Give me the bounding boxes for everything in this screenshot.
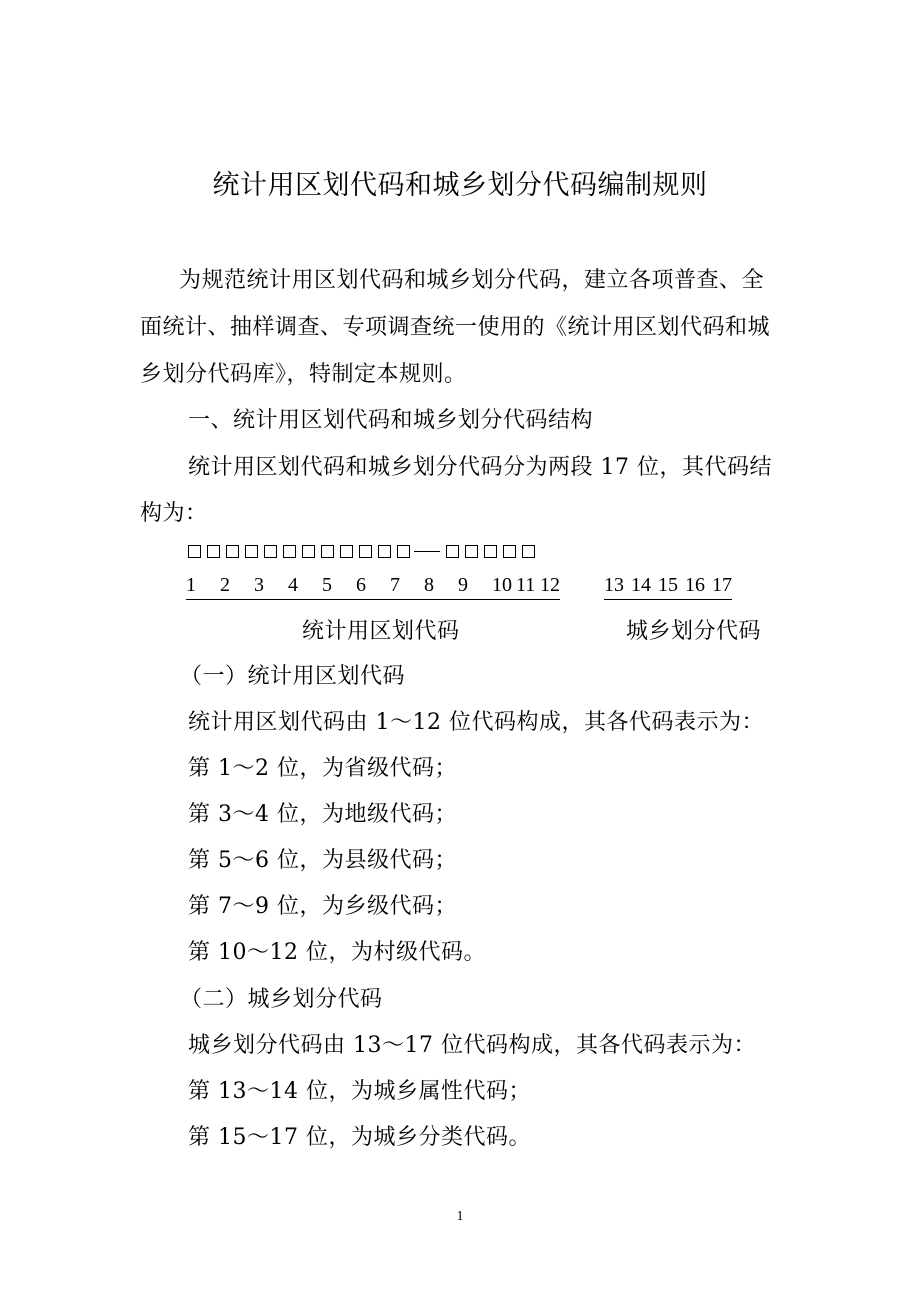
code-box bbox=[302, 545, 315, 558]
code-box bbox=[465, 545, 478, 558]
digit-label: 9 bbox=[458, 574, 468, 596]
code-box bbox=[397, 545, 410, 558]
code-box bbox=[359, 545, 372, 558]
digit-label: 11 bbox=[516, 574, 536, 596]
digit-label: 4 bbox=[288, 574, 298, 596]
subsection-1-item: 第 1～2 位，为省级代码； bbox=[188, 756, 457, 781]
code-box bbox=[321, 545, 334, 558]
digit-label: 17 bbox=[712, 574, 732, 596]
page-number: 1 bbox=[456, 1209, 464, 1224]
code-box bbox=[283, 545, 296, 558]
section-1-heading: 一、统计用区划代码和城乡划分代码结构 bbox=[188, 408, 594, 433]
digit-label: 10 bbox=[492, 574, 512, 596]
digit-label: 1 bbox=[186, 574, 196, 596]
digit-label: 12 bbox=[540, 574, 560, 596]
code-box bbox=[264, 545, 277, 558]
segment-dash bbox=[414, 551, 440, 552]
digit-label: 5 bbox=[322, 574, 332, 596]
code-box bbox=[207, 545, 220, 558]
intro-line-3: 乡划分代码库》，特制定本规则。 bbox=[140, 362, 467, 387]
digit-label: 14 bbox=[631, 574, 651, 596]
subsection-1-heading: （一）统计用区划代码 bbox=[180, 664, 406, 689]
code-box bbox=[522, 545, 535, 558]
code-box bbox=[484, 545, 497, 558]
subsection-2-item: 第 15～17 位，为城乡分类代码。 bbox=[188, 1125, 531, 1150]
segment-label-right: 城乡划分代码 bbox=[626, 619, 762, 644]
subsection-1-item: 第 7～9 位，为乡级代码； bbox=[188, 894, 457, 919]
subsection-2-description: 城乡划分代码由 13～17 位代码构成，其各代码表示为： bbox=[188, 1033, 756, 1058]
code-box bbox=[340, 545, 353, 558]
digits-left-segment bbox=[186, 572, 560, 600]
subsection-1-item: 第 3～4 位，为地级代码； bbox=[188, 802, 457, 827]
intro-line-1: 为规范统计用区划代码和城乡划分代码，建立各项普查、全 bbox=[179, 268, 765, 293]
digit-label: 7 bbox=[390, 574, 400, 596]
section-1-line-1: 统计用区划代码和城乡划分代码分为两段 17 位，其代码结 bbox=[188, 455, 772, 480]
digit-label: 2 bbox=[220, 574, 230, 596]
document-title: 统计用区划代码和城乡划分代码编制规则 bbox=[212, 170, 708, 201]
segment-label-left: 统计用区划代码 bbox=[302, 619, 460, 644]
code-box bbox=[446, 545, 459, 558]
code-box bbox=[503, 545, 516, 558]
subsection-2-heading: （二）城乡划分代码 bbox=[180, 987, 383, 1012]
section-1-line-2: 构为： bbox=[140, 501, 208, 526]
digit-label: 8 bbox=[424, 574, 434, 596]
digit-label: 16 bbox=[685, 574, 705, 596]
subsection-1-item: 第 10～12 位，为村级代码。 bbox=[188, 940, 486, 965]
digit-label: 13 bbox=[604, 574, 624, 596]
code-box bbox=[188, 545, 201, 558]
subsection-1-description: 统计用区划代码由 1～12 位代码构成，其各代码表示为： bbox=[188, 710, 764, 735]
digit-label: 6 bbox=[356, 574, 366, 596]
code-structure-boxes bbox=[188, 540, 541, 562]
digit-label: 15 bbox=[658, 574, 678, 596]
intro-line-2: 面统计、抽样调查、专项调查统一使用的《统计用区划代码和城 bbox=[140, 315, 771, 340]
code-box bbox=[378, 545, 391, 558]
code-box bbox=[226, 545, 239, 558]
subsection-1-item: 第 5～6 位，为县级代码； bbox=[188, 848, 457, 873]
digits-right-segment bbox=[604, 572, 732, 600]
digit-label: 3 bbox=[254, 574, 264, 596]
subsection-2-item: 第 13～14 位，为城乡属性代码； bbox=[188, 1079, 531, 1104]
code-box bbox=[245, 545, 258, 558]
